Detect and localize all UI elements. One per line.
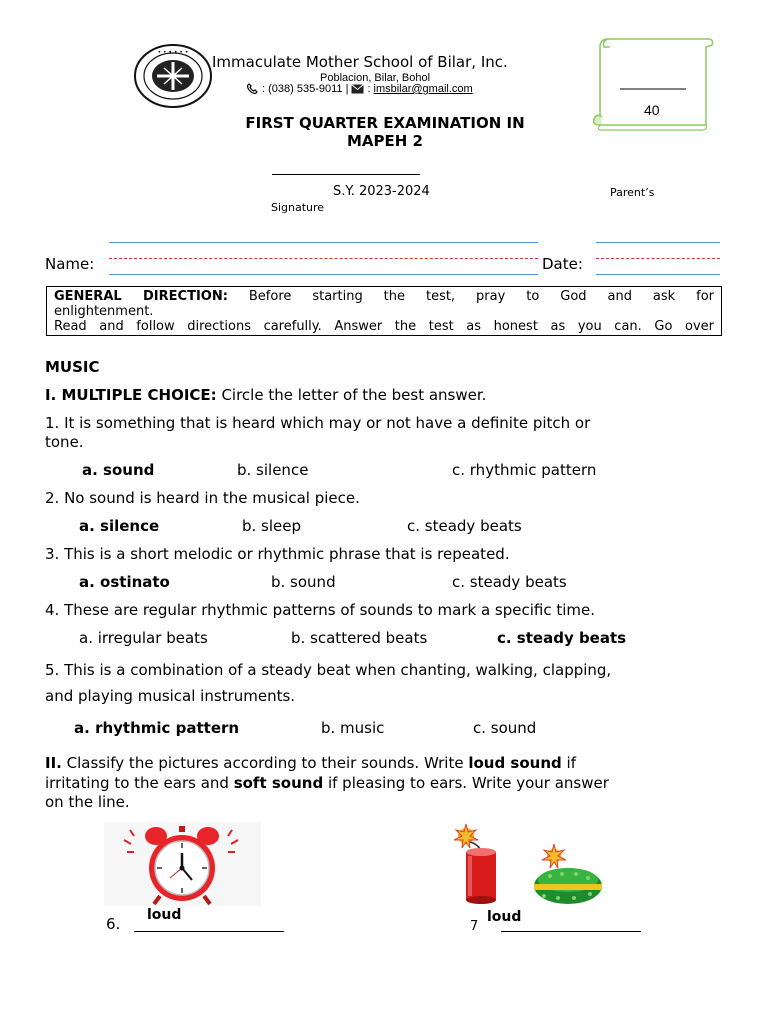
- q1-option-c[interactable]: c. rhythmic pattern: [452, 461, 597, 479]
- q2-option-b[interactable]: b. sleep: [242, 517, 302, 535]
- q4-option-c[interactable]: c. steady beats: [497, 629, 627, 647]
- date-label: Date:: [542, 255, 583, 273]
- name-label: Name:: [45, 255, 95, 273]
- part2-instructions: [45, 754, 725, 813]
- phone-number: : (038) 535-9011 |: [262, 83, 349, 95]
- part2-line1: [45, 754, 725, 774]
- name-line-top: [109, 242, 538, 243]
- school-contact: [246, 83, 473, 95]
- part2-loud-term: loud sound: [468, 754, 562, 772]
- part2-label: II.: [45, 754, 62, 772]
- question-5-line1: 5. This is a combination of a steady beat when chanting, walking, clapping,: [45, 661, 612, 679]
- part2-text3: irritating to the ears and: [45, 773, 234, 792]
- question-1-line1: 1. It is something that is heard which may or not have a definite pitch or: [45, 414, 591, 432]
- item-7-answer[interactable]: loud: [487, 909, 522, 925]
- q2-option-c[interactable]: c. steady beats: [407, 517, 522, 535]
- email-prefix: :: [367, 83, 371, 95]
- q5-option-b[interactable]: b. music: [321, 719, 385, 737]
- question-2: 2. No sound is heard in the musical piece.: [45, 489, 360, 507]
- envelope-icon: [351, 84, 364, 94]
- q5-option-c[interactable]: c. sound: [473, 719, 537, 737]
- direction-line3: Read and follow directions carefully. Answer the test as honest as you can. Go over: [54, 319, 714, 334]
- name-field[interactable]: [109, 244, 538, 274]
- part1-instruction: Circle the letter of the best answer.: [216, 386, 487, 404]
- parents-label: Parent’s: [610, 186, 655, 199]
- general-direction-box: [46, 286, 722, 336]
- exam-title: [200, 114, 570, 150]
- date-field[interactable]: [596, 244, 720, 274]
- part2-text2: if: [561, 754, 576, 772]
- signature-line: [272, 174, 420, 175]
- score-total: 40: [644, 102, 660, 118]
- exam-title-line1: FIRST QUARTER EXAMINATION IN: [245, 114, 525, 132]
- signature-label: Signature: [271, 201, 325, 214]
- q3-option-c[interactable]: c. steady beats: [452, 573, 567, 591]
- part2-soft-term: soft sound: [233, 773, 324, 792]
- part2-line2: [45, 774, 725, 794]
- part2-text4: if pleasing to ears. Write your answer: [323, 773, 609, 792]
- date-line-bottom: [596, 274, 720, 275]
- item-7-answer-line: [501, 931, 641, 932]
- question-1-line2: tone.: [45, 433, 84, 451]
- q5-option-a-text: rhythmic pattern: [95, 719, 240, 737]
- direction-line1: [54, 289, 714, 304]
- question-5-line2: and playing musical instruments.: [45, 687, 296, 705]
- direction-label: GENERAL DIRECTION:: [54, 289, 228, 304]
- school-year: S.Y. 2023-2024: [333, 184, 430, 199]
- item-6-answer-line: [134, 931, 284, 932]
- score-scroll: [590, 33, 716, 133]
- direction-line2: enlightenment.: [54, 304, 154, 319]
- q4-option-a[interactable]: a. irregular beats: [79, 629, 208, 647]
- q1-option-a[interactable]: a. sound: [82, 461, 155, 479]
- part2-text1: Classify the pictures according to their sounds. Write: [61, 754, 469, 772]
- question-1: [45, 414, 590, 452]
- svg-text:• • • • • •: • • • • • •: [157, 49, 189, 56]
- q5-option-a-letter: a.: [74, 719, 90, 737]
- firecrackers-image: [430, 822, 610, 906]
- question-5: [45, 657, 611, 709]
- school-address: Poblacion, Bilar, Bohol: [320, 72, 431, 84]
- alarm-clock-image: [104, 822, 261, 906]
- item-6-number: 6.: [106, 915, 121, 933]
- question-3: 3. This is a short melodic or rhythmic phrase that is repeated.: [45, 545, 510, 563]
- question-4: 4. These are regular rhythmic patterns of sounds to mark a specific time.: [45, 601, 596, 619]
- item-6-answer[interactable]: loud: [147, 907, 182, 923]
- item-7-number: 7: [470, 919, 479, 934]
- phone-icon: [246, 83, 259, 95]
- school-seal: [133, 44, 213, 108]
- part1-heading: [45, 386, 486, 404]
- alarm-clock-icon: [104, 822, 261, 906]
- q3-option-b[interactable]: b. sound: [271, 573, 336, 591]
- q3-option-a[interactable]: a. ostinato: [79, 573, 170, 591]
- q5-option-a[interactable]: [74, 719, 239, 737]
- school-email[interactable]: imsbilar@gmail.com: [373, 83, 473, 95]
- name-line-bottom: [109, 274, 538, 275]
- date-line-top: [596, 242, 720, 243]
- q4-option-b[interactable]: b. scattered beats: [291, 629, 428, 647]
- q2-option-a[interactable]: a. silence: [79, 517, 160, 535]
- q1-option-b[interactable]: b. silence: [237, 461, 309, 479]
- part2-line3: on the line.: [45, 793, 130, 811]
- firecracker-stick-icon: [454, 824, 496, 904]
- subject-heading: MUSIC: [45, 358, 100, 376]
- school-name: Immaculate Mother School of Bilar, Inc.: [212, 53, 508, 71]
- firecracker-box-icon: [534, 844, 602, 904]
- direction-text1: Before starting the test, pray to God and ask for: [227, 289, 715, 304]
- exam-title-line2: MAPEH 2: [347, 132, 423, 150]
- part1-label: I. MULTIPLE CHOICE:: [45, 386, 217, 404]
